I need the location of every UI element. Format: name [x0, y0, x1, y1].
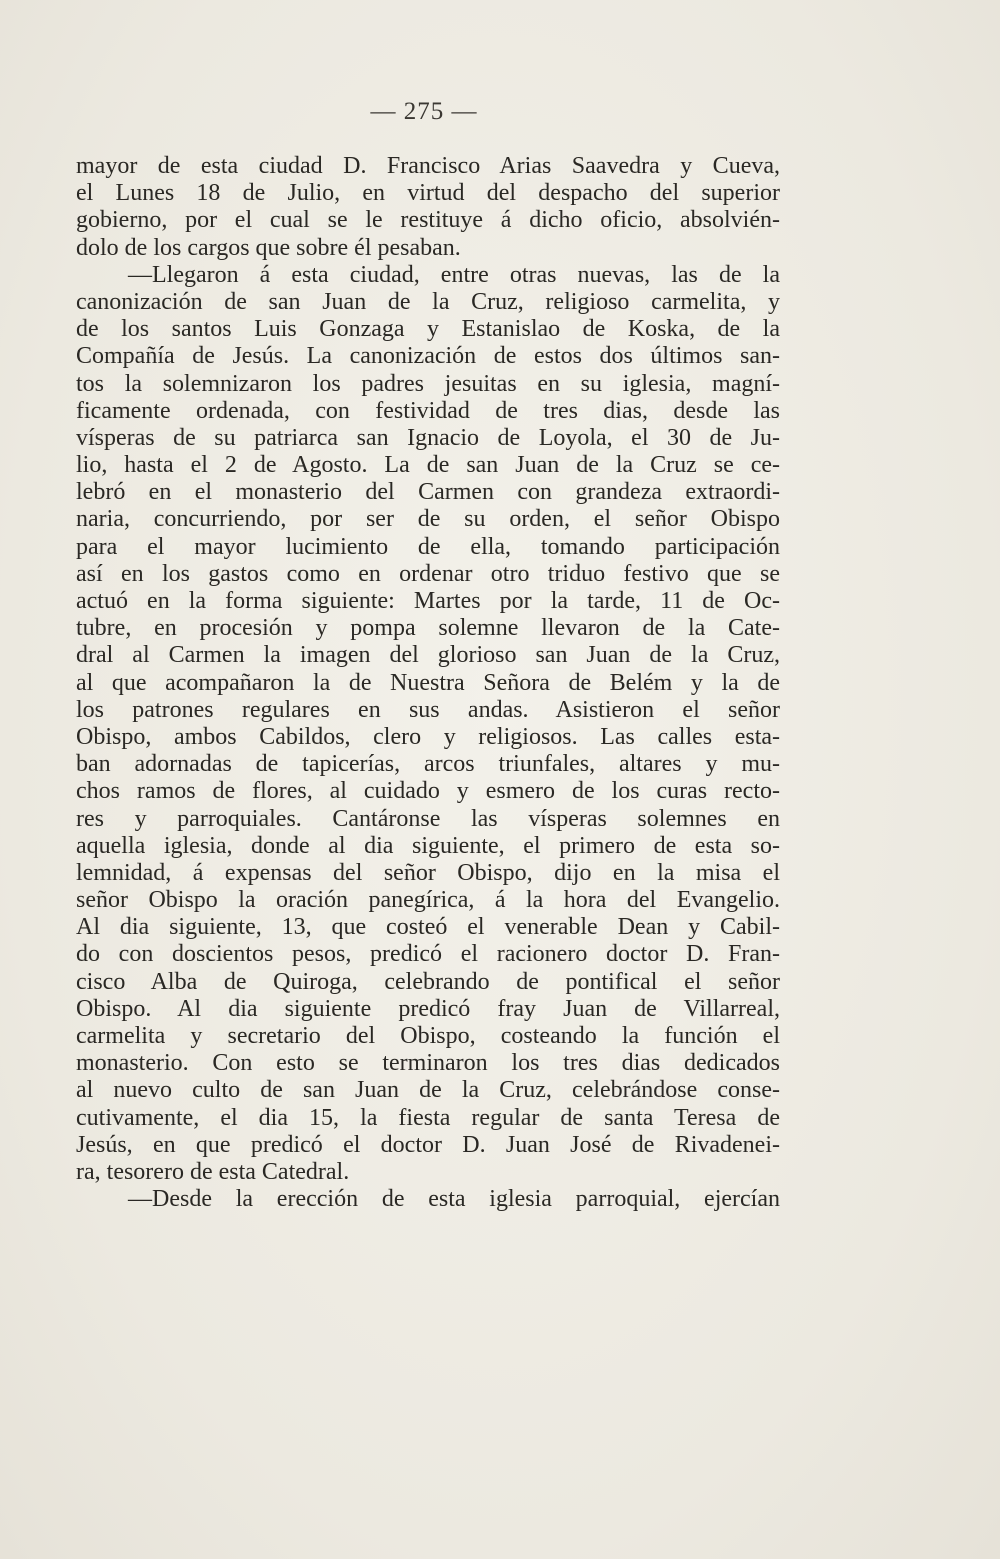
text-line: gobierno, por el cual se le restituye á dicho oficio, absolvién- [76, 207, 780, 234]
text-line: ficamente ordenada, con festividad de tres dias, desde las [76, 397, 780, 424]
text-line: chos ramos de flores, al cuidado y esmero de los curas recto- [76, 778, 780, 805]
text-line: Jesús, en que predicó el doctor D. Juan José de Rivadenei- [76, 1131, 780, 1158]
text-line: carmelita y secretario del Obispo, costeando la función el [76, 1023, 780, 1049]
page-number: — 275 — [370, 98, 478, 125]
text-line: vísperas de su patriarca san Ignacio de Loyola, el 30 de Ju- [76, 424, 780, 451]
text-line: aquella iglesia, donde al dia siguiente, el primero de esta so- [76, 832, 780, 859]
text-line: al nuevo culto de san Juan de la Cruz, celebrándose conse- [76, 1077, 780, 1104]
text-line: —Desde la erección de esta iglesia parroquial, ejercían [128, 1186, 780, 1213]
text-line: lio, hasta el 2 de Agosto. La de san Juan de la Cruz se ce- [76, 452, 780, 479]
text-line: dral al Carmen la imagen del glorioso san Juan de la Cruz, [76, 642, 780, 669]
text-line: al que acompañaron la de Nuestra Señora de Belém y la de [76, 669, 780, 696]
text-line: Al dia siguiente, 13, que costeó el venerable Dean y Cabil- [76, 914, 780, 941]
body-text [76, 153, 780, 1213]
text-line: cisco Alba de Quiroga, celebrando de pontifical el señor [76, 968, 780, 995]
text-line: así en los gastos como en ordenar otro triduo festivo que se [76, 560, 780, 587]
text-line: res y parroquiales. Cantáronse las vísperas solemnes en [76, 805, 780, 832]
text-line: tubre, en procesión y pompa solemne llevaron de la Cate- [76, 615, 780, 642]
text-line: actuó en la forma siguiente: Martes por la tarde, 11 de Oc- [76, 588, 780, 614]
text-line: ban adornadas de tapicerías, arcos triunfales, altares y mu- [76, 751, 780, 778]
text-line: Obispo, ambos Cabildos, clero y religiosos. Las calles esta- [76, 723, 780, 750]
text-line: cutivamente, el dia 15, la fiesta regular de santa Teresa de [76, 1104, 780, 1131]
text-line: do con doscientos pesos, predicó el racionero doctor D. Fran- [76, 941, 780, 968]
text-line: naria, concurriendo, por ser de su orden, el señor Obispo [76, 506, 780, 533]
text-line: lebró en el monasterio del Carmen con grandeza extraordi- [76, 479, 780, 506]
text-line: mayor de esta ciudad D. Francisco Arias Saavedra y Cueva, [76, 153, 780, 179]
text-line: Compañía de Jesús. La canonización de estos dos últimos san- [76, 343, 780, 370]
text-line: ra, tesorero de esta Catedral. [76, 1158, 350, 1185]
text-line: para el mayor lucimiento de ella, tomando participación [76, 533, 780, 560]
text-line: tos la solemnizaron los padres jesuitas en su iglesia, magní- [76, 370, 780, 397]
text-line: canonización de san Juan de la Cruz, religioso carmelita, y [76, 288, 780, 315]
text-line: de los santos Luis Gonzaga y Estanislao de Koska, de la [76, 316, 780, 343]
text-line: dolo de los cargos que sobre él pesaban. [76, 234, 461, 261]
text-line: el Lunes 18 de Julio, en virtud del despacho del superior [76, 180, 780, 207]
text-line: monasterio. Con esto se terminaron los tres dias dedicados [76, 1050, 780, 1077]
text-line: señor Obispo la oración panegírica, á la hora del Evangelio. [76, 887, 780, 914]
text-line: lemnidad, á expensas del señor Obispo, dijo en la misa el [76, 859, 780, 886]
text-line: los patrones regulares en sus andas. Asistieron el señor [76, 696, 780, 723]
text-line: —Llegaron á esta ciudad, entre otras nuevas, las de la [128, 261, 780, 288]
text-line: Obispo. Al dia siguiente predicó fray Juan de Villarreal, [76, 995, 780, 1022]
